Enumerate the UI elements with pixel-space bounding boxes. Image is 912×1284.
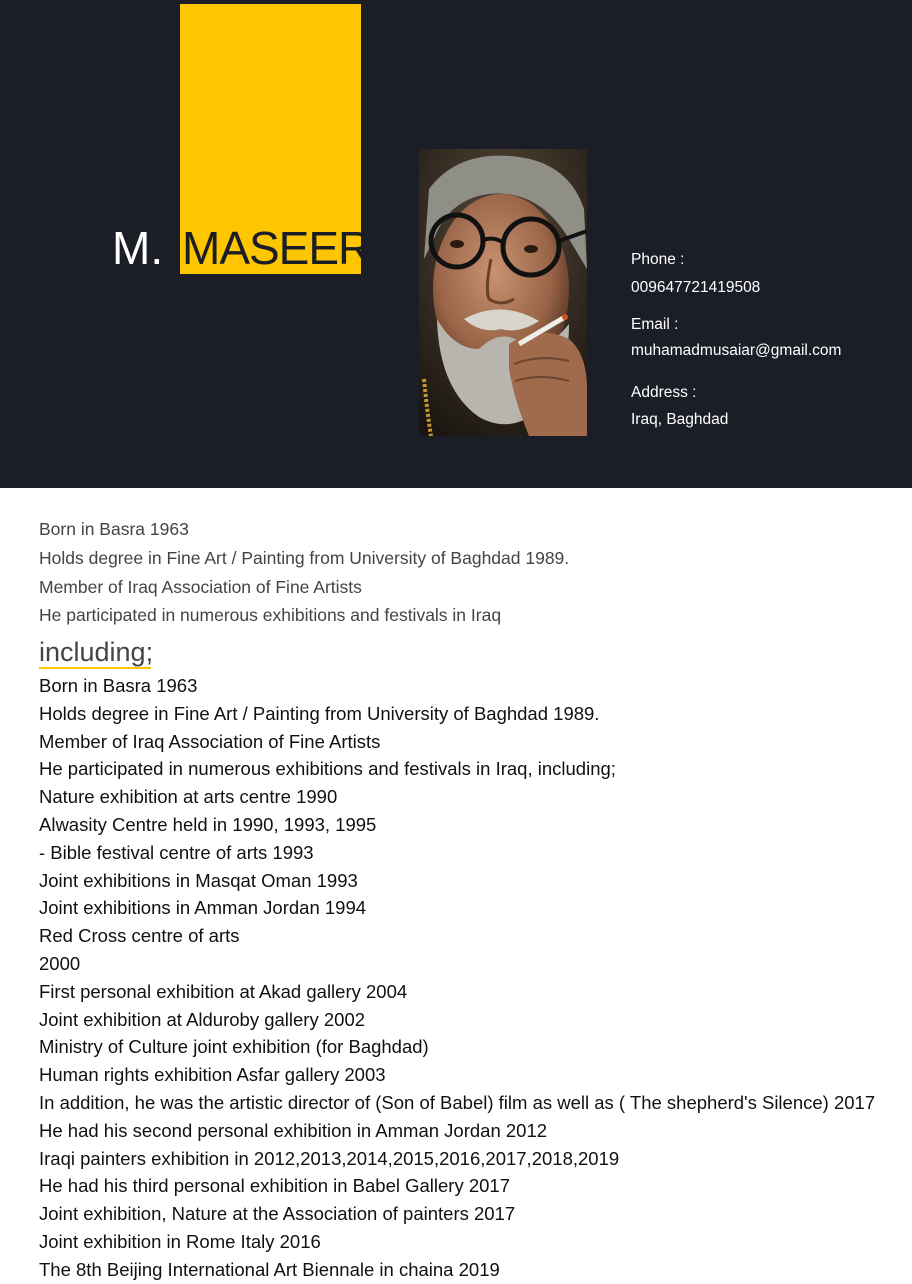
list-item: - Bible festival centre of arts 1993 (39, 841, 314, 863)
list-item: Joint exhibitions in Amman Jordan 1994 (39, 897, 367, 919)
header-banner (0, 0, 912, 488)
phone-label: Phone : (631, 251, 685, 268)
list-item: In addition, he was the artistic director of (Son of Babel) film as well as ( The shepherd's Silence) 2017 (39, 1091, 876, 1113)
list-item: Ministry of Culture joint exhibition (for Baghdad) (39, 1036, 429, 1058)
list-item: First personal exhibition at Akad gallery 2004 (39, 980, 408, 1002)
name-surname: MASEER (182, 222, 371, 274)
name-prefix: M. (112, 222, 164, 274)
email-label: Email : (631, 316, 679, 333)
address-value: Iraq, Baghdad (631, 411, 729, 428)
bio-line: Born in Basra 1963 (39, 519, 189, 539)
list-item: Human rights exhibition Asfar gallery 2003 (39, 1064, 386, 1086)
list-item: Alwasity Centre held in 1990, 1993, 1995 (39, 813, 377, 835)
list-item: The 8th Beijing International Art Biennale in chaina 2019 (39, 1258, 500, 1280)
including-heading: including; (39, 637, 154, 667)
portrait-icon (419, 149, 587, 436)
list-item: Red Cross centre of arts (39, 925, 240, 947)
list-item: Iraqi painters exhibition in 2012,2013,2014,2015,2016,2017,2018,2019 (39, 1147, 620, 1169)
phone-value: 009647721419508 (631, 279, 761, 296)
list-item: He participated in numerous exhibitions and festivals in Iraq, including; (39, 758, 616, 780)
heading-underline (39, 667, 151, 669)
list-item: Nature exhibition at arts centre 1990 (39, 786, 338, 808)
bio-line: Holds degree in Fine Art / Painting from University of Baghdad 1989. (39, 548, 570, 568)
email-value: muhamadmusaiar@gmail.com (631, 342, 842, 359)
address-label: Address : (631, 384, 697, 401)
list-item: Joint exhibition at Alduroby gallery 2002 (39, 1008, 366, 1030)
bio-line: He participated in numerous exhibitions and festivals in Iraq (39, 605, 502, 625)
list-item: Joint exhibition, Nature at the Association of painters 2017 (39, 1203, 516, 1225)
list-item: Joint exhibition in Rome Italy 2016 (39, 1230, 321, 1252)
list-item: He had his third personal exhibition in Babel Gallery 2017 (39, 1175, 511, 1197)
list-item: Born in Basra 1963 (39, 675, 198, 696)
list-item: 2000 (39, 952, 81, 974)
list-item: He had his second personal exhibition in Amman Jordan 2012 (39, 1119, 548, 1141)
exhibition-list (39, 672, 875, 1284)
bio-line: Member of Iraq Association of Fine Artists (39, 577, 362, 597)
list-item: Holds degree in Fine Art / Painting from University of Baghdad 1989. (39, 702, 600, 724)
list-item: Member of Iraq Association of Fine Artists (39, 730, 381, 752)
portrait-photo (419, 149, 587, 436)
list-item: Joint exhibitions in Masqat Oman 1993 (39, 869, 358, 891)
